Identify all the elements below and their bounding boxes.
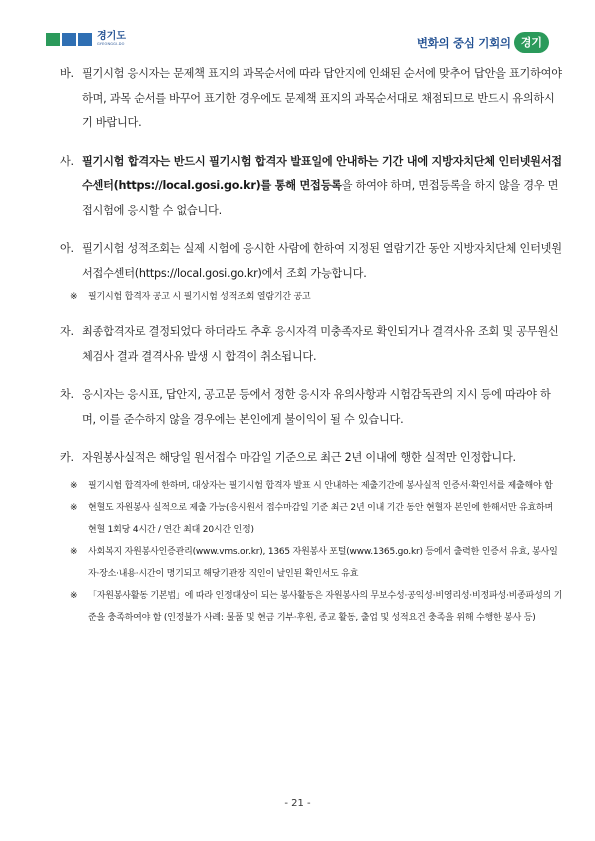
note-marker: ※ <box>70 480 78 491</box>
note-ka-2 <box>60 497 564 541</box>
note-marker: ※ <box>70 590 78 601</box>
item-text: 응시자는 응시표, 답안지, 공고문 등에서 정한 응시자 유의사항과 시험감독관의 지시 등에 따라야 하며, 이를 준수하지 않을 경우에는 본인에게 불이익이 될 수 있습니다. <box>82 388 551 426</box>
item-text: 자원봉사실적은 해당일 원서접수 마감일 기준으로 최근 2년 이내에 행한 실적만 인정합니다. <box>82 451 516 464</box>
item-marker: 바. <box>60 67 74 80</box>
item-bold-text: 필기시험 합격자는 반드시 필기시험 합격자 발표일에 안내하는 기간 내에 지방자치단체 인터넷원서접수센터(https://local.gosi.go.kr)를 통해 면접등록 <box>82 154 562 192</box>
slogan <box>417 32 549 53</box>
item-marker: 카. <box>60 451 74 464</box>
note-text: 사회복지 자원봉사인증관리(www.vms.or.kr), 1365 자원봉사 포털(www.1365.go.kr) 등에서 출력한 인증서 유효, 봉사일자·장소·내용·시간이 명기되고 해당기관장 직인이 날인된 확인서도 유효 <box>88 546 558 579</box>
item-ka <box>60 446 564 471</box>
logo-english-text: GYEONGGI-DO <box>97 42 125 46</box>
note-text: 「자원봉사활동 기본법」에 따라 인정대상이 되는 봉사활동은 자원봉사의 무보수성·공익성·비영리성·비정파성·비종파성의 기준을 충족하여야 함 (인정불가 사례: 물품 및 현금 기부·후원, 종교 활동, 출업 및 성적요건 충족을 위해 수행한 봉사 등) <box>88 590 563 623</box>
note-text: 현혈도 자원봉사 실적으로 제출 가능(응시원서 접수마감일 기준 최근 2년 이내 기간 동안 현혈자 본인에 한해서만 유효하며 현혈 1회당 4시간 / 연간 최대 20시간 인정) <box>88 502 553 535</box>
gyeonggi-logo-icon <box>46 33 92 46</box>
item-cha <box>60 383 564 432</box>
item-a <box>60 237 564 286</box>
slogan-text: 변화의 중심 기회의 <box>416 35 511 50</box>
logo-korean-text: 경기도 <box>97 31 126 42</box>
item-ba <box>60 62 564 136</box>
item-marker: 자. <box>60 325 74 338</box>
note-ka-1 <box>60 475 564 497</box>
note-a <box>60 286 564 308</box>
note-text: 필기시험 합격자 공고 시 필기시험 성적조회 열람기간 공고 <box>88 292 311 302</box>
item-text: 을 하여야 하며, 면접등록을 하지 않을 경우 면접시험에 응시할 수 없습니다. <box>82 179 559 217</box>
item-sa <box>60 150 564 224</box>
item-marker: 차. <box>60 388 74 401</box>
note-ka-4 <box>60 585 564 629</box>
note-marker: ※ <box>70 546 78 557</box>
item-marker: 아. <box>60 242 74 255</box>
gyeonggi-logo <box>46 32 126 47</box>
page-header <box>0 0 595 62</box>
note-ka-3 <box>60 541 564 585</box>
note-text: 필기시험 합격자에 한하며, 대상자는 필기시험 합격자 발표 시 안내하는 제출기간에 봉사실적 인증서·확인서를 제출해야 함 <box>88 480 553 491</box>
item-ja <box>60 320 564 369</box>
item-marker: 사. <box>60 154 74 168</box>
item-text: 필기시험 성적조회는 실제 시험에 응시한 사람에 한하여 지정된 열람기간 동안 지방자치단체 인터넷원서접수센터(https://local.gosi.go.kr)에서 조회 가능합니다. <box>82 242 562 280</box>
item-text: 최종합격자로 결정되었다 하더라도 추후 응시자격 미충족자로 확인되거나 결격사유 조회 및 공무원신체검사 결과 결격사유 발생 시 합격이 취소됩니다. <box>82 325 559 363</box>
document-body <box>60 62 564 629</box>
page-number: - 21 - <box>284 798 311 809</box>
slogan-badge: 경기 <box>514 32 549 53</box>
note-marker: ※ <box>70 292 78 302</box>
item-text: 필기시험 응시자는 문제책 표지의 과목순서에 따라 답안지에 인쇄된 순서에 맞추어 답안을 표기하여야 하며, 과목 순서를 바꾸어 표기한 경우에도 문제책 표지의 과목순서대로 채점되므로 반드시 유의하시기 바랍니다. <box>82 67 562 129</box>
note-marker: ※ <box>70 502 78 513</box>
